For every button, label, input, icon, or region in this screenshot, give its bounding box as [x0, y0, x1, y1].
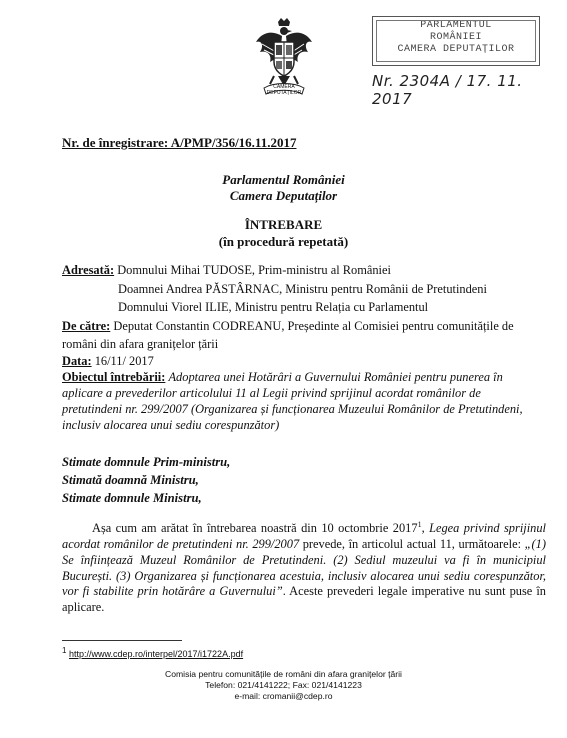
footnote-ref: 1: [417, 520, 422, 529]
body-paragraph: [62, 517, 546, 616]
stamp-line-2: ROMÂNIEI: [429, 32, 482, 43]
crest-caption: CAMERA DEPUTAȚILOR: [266, 84, 302, 96]
addressed-recipient-2: Doamnei Andrea PĂSTÂRNAC, Ministru pentru Românii de Pretutindeni: [118, 282, 487, 296]
from-label: De către:: [62, 319, 111, 333]
footer-phone-fax: Telefon: 021/4141222; Fax: 021/4141223: [205, 680, 362, 690]
body-prevede: prevede, în articolul actual 11, următoarele:: [299, 536, 525, 551]
from-line-1: [62, 319, 514, 334]
registration-stamp: [372, 16, 540, 66]
from-text-1: Deputat Constantin CODREANU, Președinte al Comisiei pentru comunitățile de: [113, 319, 514, 333]
body-intro: Așa cum am arătat în întrebarea noastră din 10 octombrie 2017: [92, 521, 418, 536]
parliament-title: Parlamentul României: [222, 172, 345, 187]
stamp-inner-border: [376, 20, 536, 62]
stamp-line-1: PARLAMENTUL: [420, 20, 492, 31]
object-line-1: [62, 370, 503, 385]
object-text-3: pretutindeni nr. 299/2007 (Organizarea și funcționarea Muzeului Românilor de Pretutindeni,: [62, 402, 523, 416]
document-title: ÎNTREBARE: [244, 217, 323, 232]
date-line: [62, 354, 154, 369]
object-text-2: aplicare a prevederilor articolului 11 al Legii privind sprijinul acordat românilor de: [62, 386, 481, 400]
footnote-link[interactable]: http://www.cdep.ro/interpel/2017/i1722A.pdf: [68, 649, 244, 659]
handwritten-registration-number: Nr. 2304A / 17. 11. 2017: [372, 72, 523, 108]
footnote-number: 1: [62, 646, 67, 655]
law-quote: „(1) Se înființează Muzeul Românilor de Pretutindeni. (2) Sediul muzeului va fi în municipiul București. (3) Organizarea și funcționarea acestuia, inclusiv alocarea unui sediu corespunzător, vor fi stabilite prin hotărâre a Guvernului”: [62, 536, 546, 599]
from-text-2: români din afara granițelor țării: [62, 337, 219, 351]
greeting-minister-female: Stimată doamnă Ministru,: [62, 473, 199, 487]
object-text-4: inclusiv alocarea unui sediu corespunzător): [62, 418, 280, 432]
footer-committee: Comisia pentru comunitățile de români din afara granițelor țării: [165, 669, 402, 679]
addressed-recipient-1: Domnului Mihai TUDOSE, Prim-ministru al României: [117, 263, 391, 277]
addressed-line-1: [62, 263, 391, 278]
addressed-label: Adresată:: [62, 263, 115, 277]
date-value: 16/11/ 2017: [94, 354, 154, 368]
addressed-recipient-3: Domnului Viorel ILIE, Ministru pentru Relația cu Parlamentul: [118, 300, 429, 314]
greeting-prime-minister: Stimate domnule Prim-ministru,: [62, 455, 231, 469]
law-title: Legea privind sprijinul acordat românilor de pretutindeni nr. 299/2007: [62, 521, 546, 551]
stamp-line-3: CAMERA DEPUTAȚILOR: [397, 44, 515, 55]
footer-email: e-mail: cromanii@cdep.ro: [234, 691, 333, 701]
object-text-1: Adoptarea unei Hotărâri a Guvernului României pentru punerea în: [168, 370, 503, 384]
footnote-rule: [62, 640, 182, 641]
footnote: [62, 646, 243, 659]
body-conclusion: . Aceste prevederi legale imperative nu sunt puse în aplicare.: [62, 584, 546, 615]
document-subtitle: (în procedură repetată): [218, 234, 349, 249]
chamber-title: Camera Deputaților: [229, 188, 338, 203]
body-comma: ,: [421, 521, 430, 536]
object-label: Obiectul întrebării:: [62, 370, 166, 384]
date-label: Data:: [62, 354, 92, 368]
greeting-minister-male: Stimate domnule Ministru,: [62, 491, 202, 505]
registration-number: Nr. de înregistrare: A/PMP/356/16.11.2017: [62, 135, 297, 150]
